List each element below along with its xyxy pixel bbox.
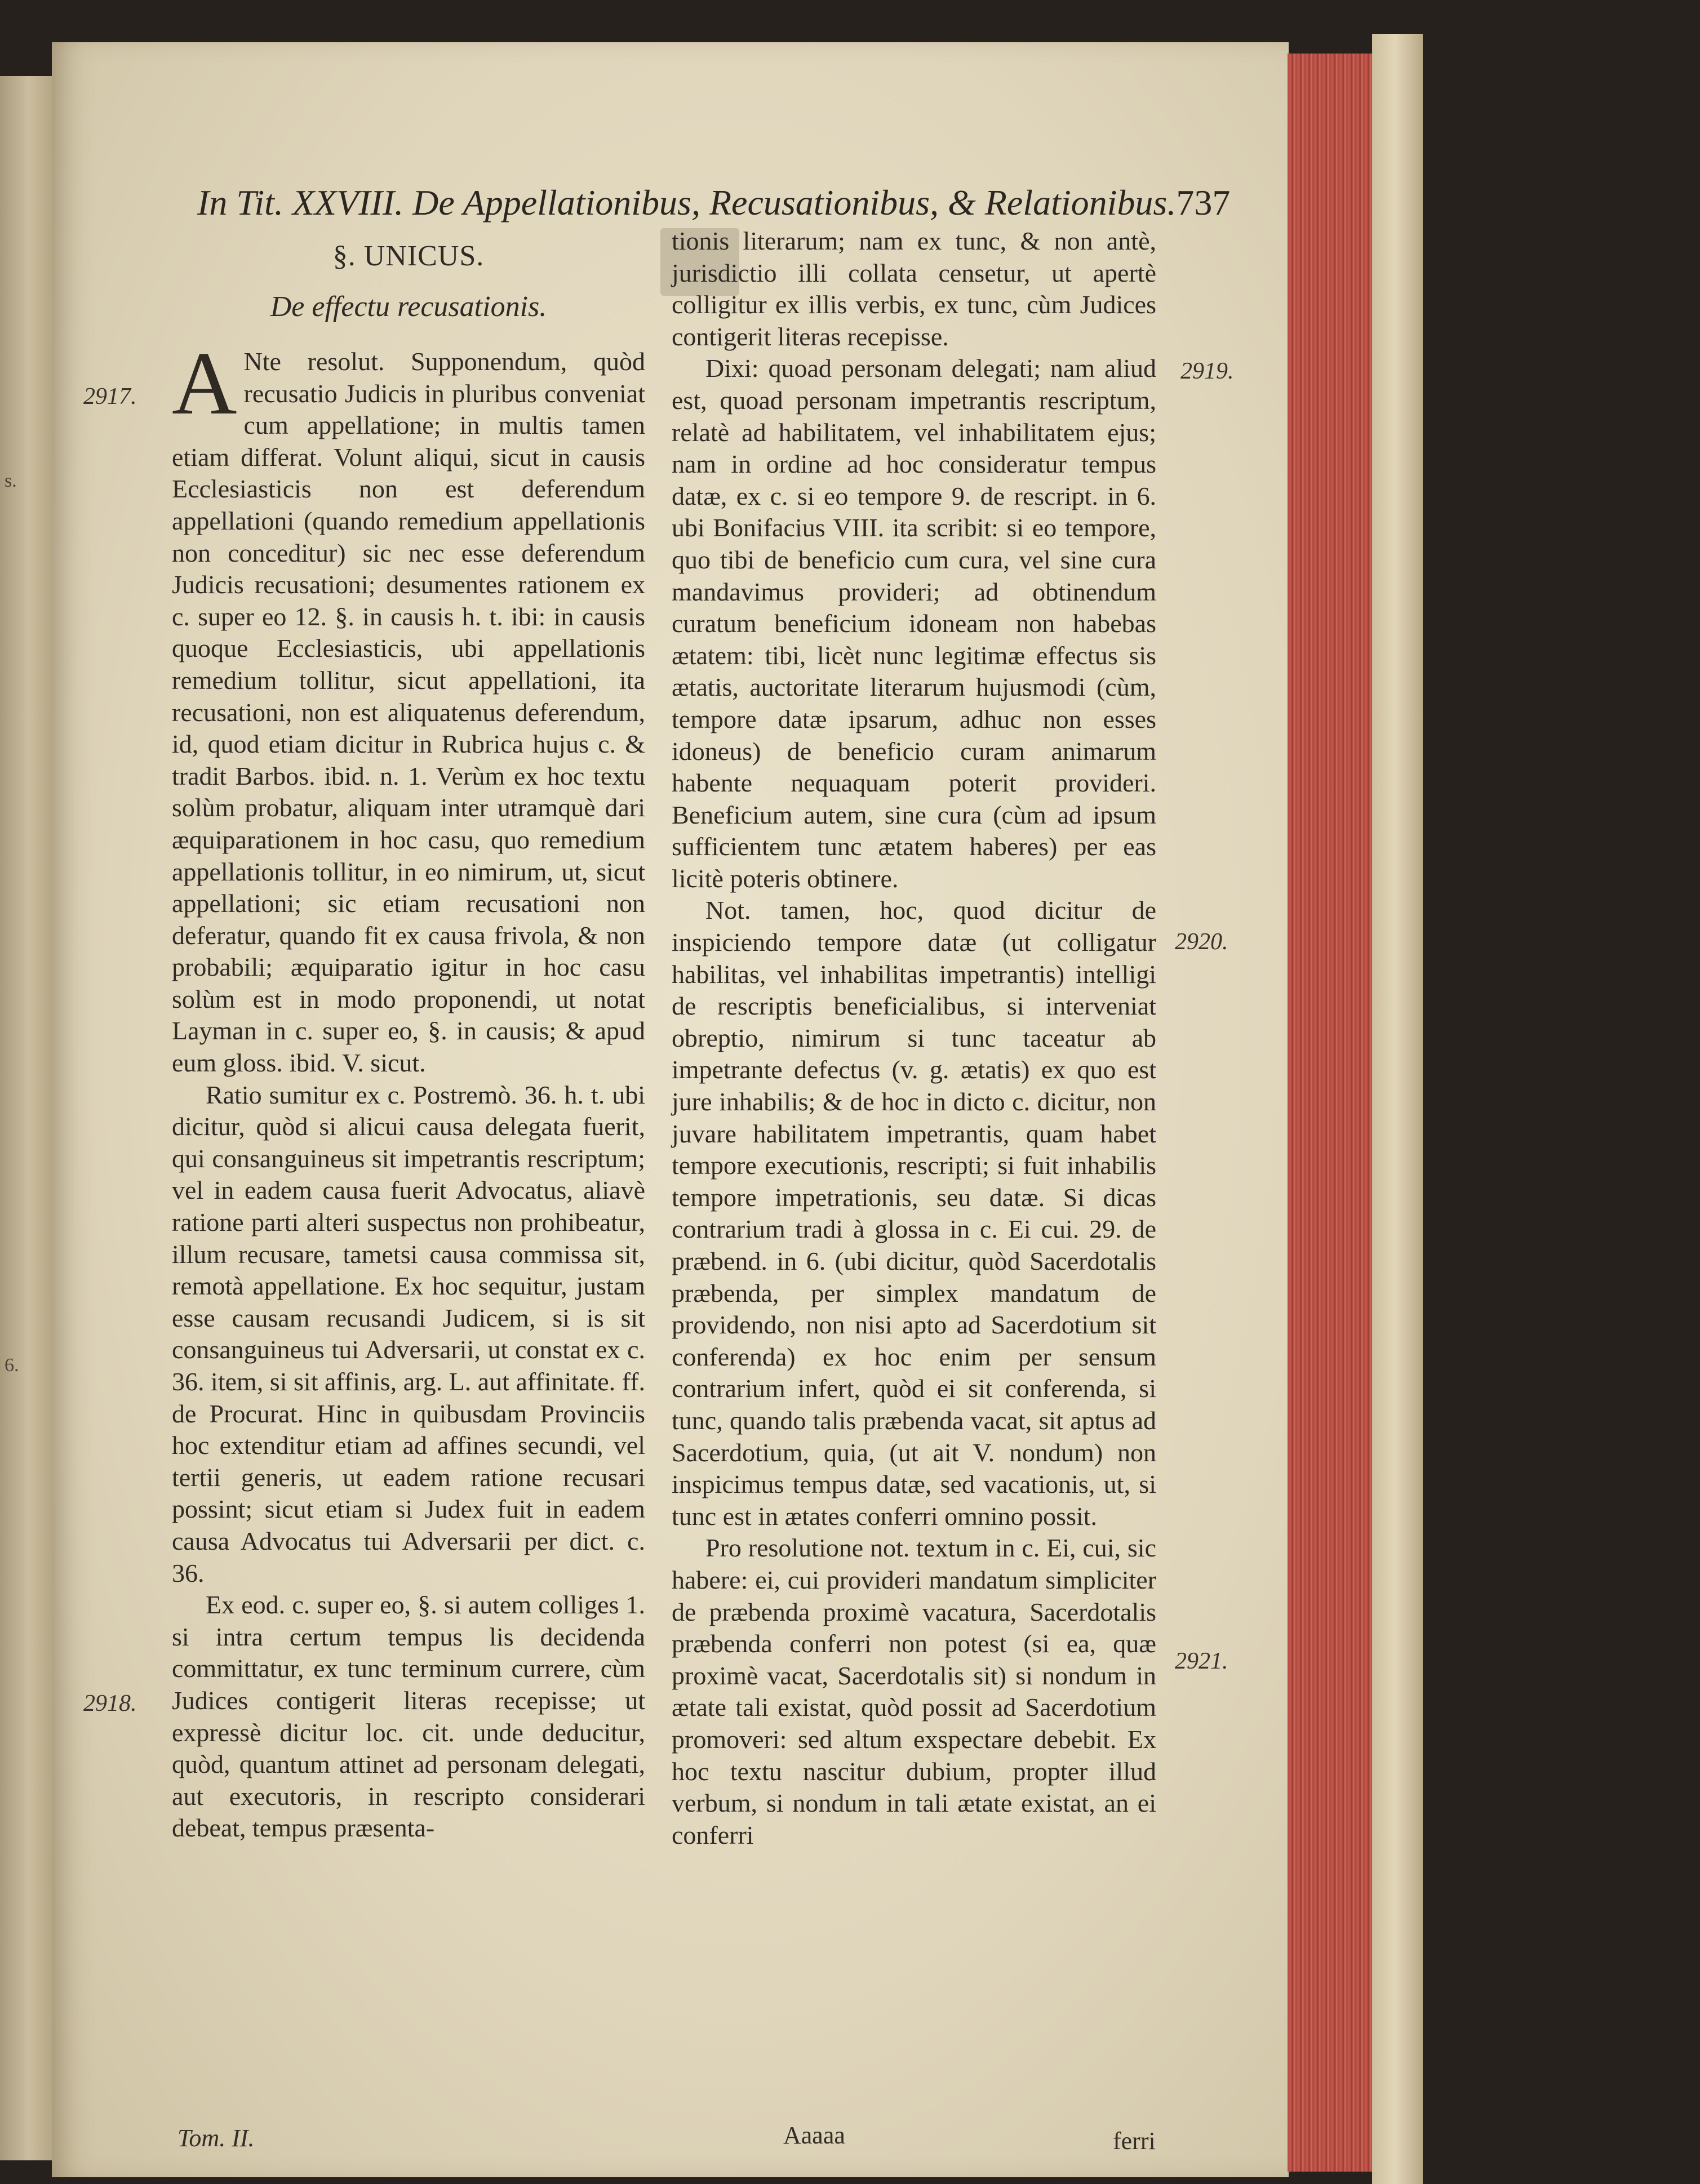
facing-page-fragment: 6. <box>5 1355 19 1376</box>
right-column <box>672 225 1156 1851</box>
paragraph: Not. tamen, hoc, quod dicitur de inspiciendo tempore datæ (ut colligatur habilitas, vel inhabilitas impetrantis) intelligi de rescriptis beneficialibus, si interveniat obreptio, nimirum si tunc taceatur ab impetrante defectus (v. g. ætatis) ex quo est jure inhabilis; & de hoc in dicto c. dicitur, non juvare habilitatem impetrantis, quam habet tempore executionis, rescripti; si fuit inhabilis tempore impetrationis, seu datæ. Si dicas contrarium tradi à glossa in c. Ei cui. 29. de præbend. in 6. (ubi dicitur, quòd Sacerdotalis præbenda, per simplex mandatum de providendo, non nisi apto ad Sacerdotium sit conferenda) ex hoc enim per sensum contrarium infert, quòd ei sit conferenda, si tunc, quando talis præbenda vacat, sit aptus ad Sacerdotium, quia, (ut ait V. nondum) non inspicimus tempus datæ, sed vacationis, ut, si tunc est in ætates conferri omnino possit. <box>672 896 1156 1531</box>
paragraph-text: Nte resolut. Supponendum, quòd recusatio Judicis in pluribus conveniat cum appellatione; in multis tamen etiam differat. Volunt aliqui, sicut in causis Ecclesiasticis non est deferendum appellationi (quando remedium appellationis non conceditur) sic nec esse deferendum Judicis recusationi; desumentes rationem ex c. super eo 12. §. in causis h. t. ibi: in causis quoque Ecclesiasticis, ubi appellationis remedium tollitur, sicut appellationi, ita recusationi, non est aliquatenus deferendum, id, quod etiam dicitur in Rubrica hujus c. & tradit Barbos. ibid. n. 1. Verùm ex hoc textu solùm probatur, aliquam inter utramquè dari æquiparationem in hoc casu, quo remedium appellationis tollitur, in eo nimirum, ut, sicut appellationi; sic etiam recusationi non deferatur, quando fit ex causa frivola, & non probabili; æquiparatio igitur in hoc casu solùm est in modo proponendi, ut notat Layman in c. super eo, §. in causis; & apud eum gloss. ibid. V. sicut. <box>172 347 645 1078</box>
paragraph: Ratio sumitur ex c. Postremò. 36. h. t. ubi dicitur, quòd si alicui causa delegata fuerit, qui consanguineus sit impetrantis rescriptum; vel in eadem causa fuerit Advocatus, aliavè ratione parti alteri suspectus non prohibeatur, illum recusare, tametsi causa commissa sit, remotà appellatione. Ex hoc sequitur, justam esse causam recusandi Judicem, si is sit consanguineus tui Adversarii, ut constat ex c. 36. item, si sit affinis, arg. L. aut affinitate. ff. de Procurat. Hinc in quibusdam Provinciis hoc extenditur etiam ad affines secundi, vel tertii generis, ut eadem ratione recusari possint; sicut etiam si Judex fuit in eadem causa Advocatus tui Adversarii per dict. c. 36. <box>172 1080 645 1587</box>
paragraph <box>172 333 645 1079</box>
dropcap: A <box>172 333 237 433</box>
facing-page-edge <box>0 76 54 2160</box>
red-page-edges <box>1288 54 1372 2172</box>
facing-page-fragment: s. <box>5 470 17 491</box>
paragraph: Ex eod. c. super eo, §. si autem colliges 1. si intra certum tempus lis decidenda committatur, ex tunc terminum currere, cùm Judices contigerit literas recepisse; ut expressè dicitur loc. cit. unde deducitur, quòd, quantum attinet ad personam delegati, aut executoris, in rescripto considerari debeat, tempus præsenta- <box>172 1590 645 1843</box>
running-head <box>197 172 1231 234</box>
margin-number-2917: 2917. <box>83 384 137 410</box>
margin-number-2920: 2920. <box>1175 929 1228 955</box>
signature-mark: Aaaaa <box>783 2121 845 2149</box>
margin-number-2919: 2919. <box>1180 358 1234 384</box>
section-heading: §. UNICUS. <box>332 240 485 272</box>
margin-number-2921: 2921. <box>1175 1648 1228 1674</box>
paragraph: Dixi: quoad personam delegati; nam aliud est, quoad personam impetrantis rescriptum, relatè ad habilitatem, vel inhabilitatem ejus; nam in ordine ad hoc consideratur tempus datæ, ex c. si eo tempore 9. de rescript. in 6. ubi Bonifacius VIII. ita scribit: si eo tempore, quo tibi de beneficio cum cura, vel sine cura mandavimus provideri; ad obtinendum curatum beneficium idoneam non habebas ætatem: tibi, licèt nunc legitimæ effectus sis ætatis, auctoritate literarum hujusmodi (cùm, tempore datæ ipsarum, adhuc non esses idoneus) de beneficio curam animarum habente nequaquam poterit provideri. Beneficium autem, sine cura (cùm ad ipsum sufficientem tunc ætatem haberes) per eas licitè poteris obtinere. <box>672 354 1156 893</box>
running-title: In Tit. XXVIII. De Appellationibus, Recusationibus, & Relationibus. <box>197 183 1177 223</box>
margin-number-2918: 2918. <box>83 1691 137 1716</box>
paragraph: tionis literarum; nam ex tunc, & non antè, jurisdictio illi collata censetur, ut apertè colligitur ex illis verbis, ex tunc, cùm Judices contigerit literas recepisse. <box>672 226 1156 351</box>
book-cover-edge <box>1372 34 1423 2184</box>
volume-signature: Tom. II. <box>177 2124 255 2152</box>
section-subheading: De effectu recusationis. <box>270 291 547 323</box>
catchword: ferri <box>1113 2127 1156 2155</box>
page-number: 737 <box>1176 183 1231 223</box>
paragraph: Pro resolutione not. textum in c. Ei, cui, sic habere: ei, cui provideri mandatum simpliciter de præbenda proximè vacatura, Sacerdotalis præbenda conferri non potest (si ea, quæ proximè vacat, Sacerdotalis sit) si nondum in ætate tali existat, quòd possit ad Sacerdotium promoveri: sed altum exspectare debebit. Ex hoc textu nascitur dubium, propter illud verbum, si nondum in tali ætate existat, an ei conferri <box>672 1533 1156 1849</box>
left-column <box>172 231 645 1844</box>
